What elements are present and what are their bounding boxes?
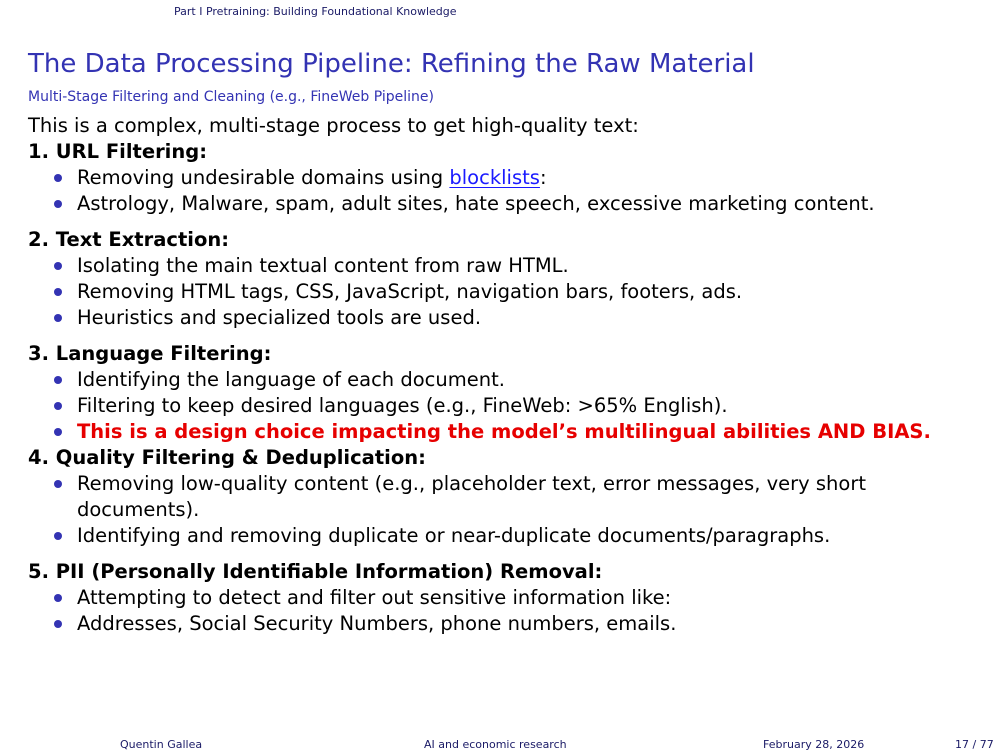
bullet-icon [54, 532, 62, 540]
bullet-text: Isolating the main textual content from raw HTML. [77, 254, 569, 277]
footer-author: Quentin Gallea [120, 738, 203, 751]
bullet-list [28, 367, 983, 445]
bullet-icon [54, 402, 62, 410]
section-header: Part I Pretraining: Building Foundational Knowledge [174, 5, 457, 18]
step-pii-removal [28, 559, 983, 637]
bullet-icon [54, 480, 62, 488]
list-item [28, 471, 983, 523]
bullet-icon [54, 594, 62, 602]
list-item [28, 393, 983, 419]
bullet-icon [54, 200, 62, 208]
footer-title: AI and economic research [424, 738, 567, 751]
step-heading: 1. URL Filtering: [28, 140, 208, 163]
step-language-filtering [28, 341, 983, 445]
list-item [28, 585, 983, 611]
bullet-list [28, 253, 983, 331]
list-item [28, 165, 983, 191]
list-item [28, 305, 983, 331]
step-heading: 3. Language Filtering: [28, 342, 272, 365]
list-item [28, 191, 983, 217]
bullet-list [28, 471, 983, 549]
bullet-text: Identifying and removing duplicate or near-duplicate documents/paragraphs. [77, 524, 831, 547]
bullet-icon [54, 262, 62, 270]
bullet-text: Identifying the language of each document. [77, 368, 505, 391]
bullet-icon [54, 288, 62, 296]
footer-date: February 28, 2026 [763, 738, 865, 751]
bullet-text: Heuristics and specialized tools are used. [77, 306, 482, 329]
footer-page-number: 17 / 77 [955, 738, 994, 751]
bullet-text: Removing HTML tags, CSS, JavaScript, navigation bars, footers, ads. [77, 280, 743, 303]
bullet-text: Addresses, Social Security Numbers, phone numbers, emails. [77, 612, 677, 635]
step-heading: 5. PII (Personally Identifiable Information) Removal: [28, 560, 603, 583]
bullet-text: : [539, 166, 547, 189]
bullet-text: Removing undesirable domains using [77, 166, 450, 189]
frame-title: The Data Processing Pipeline: Refining the Raw Material [28, 49, 755, 79]
list-item [28, 419, 983, 445]
frame-subtitle: Multi-Stage Filtering and Cleaning (e.g., FineWeb Pipeline) [28, 89, 434, 105]
bullet-icon [54, 174, 62, 182]
step-heading: 2. Text Extraction: [28, 228, 230, 251]
step-url-filtering [28, 139, 983, 217]
bullet-icon [54, 376, 62, 384]
list-item [28, 523, 983, 549]
bullet-text: Filtering to keep desired languages (e.g., FineWeb: >65% English). [77, 394, 728, 417]
bullet-list [28, 165, 983, 217]
bullet-icon [54, 620, 62, 628]
step-text-extraction [28, 227, 983, 331]
blocklists-link[interactable]: blocklists [449, 166, 540, 189]
footer-bar [0, 736, 1008, 756]
list-item [28, 367, 983, 393]
bullet-text: Astrology, Malware, spam, adult sites, hate speech, excessive marketing content. [77, 192, 875, 215]
list-item [28, 279, 983, 305]
bias-warning-text: This is a design choice impacting the model’s multilingual abilities AND BIAS. [77, 420, 931, 443]
list-item [28, 253, 983, 279]
bullet-icon [54, 428, 62, 436]
bullet-text: Attempting to detect and filter out sensitive information like: [77, 586, 672, 609]
bullet-list [28, 585, 983, 637]
list-item [28, 611, 983, 637]
step-quality-filtering [28, 445, 983, 549]
step-heading: 4. Quality Filtering & Deduplication: [28, 446, 426, 469]
slide-body [28, 113, 983, 637]
bullet-text: Removing low-quality content (e.g., placeholder text, error messages, very short documents). [77, 472, 867, 521]
intro-text: This is a complex, multi-stage process to get high-quality text: [28, 114, 639, 137]
bullet-icon [54, 314, 62, 322]
